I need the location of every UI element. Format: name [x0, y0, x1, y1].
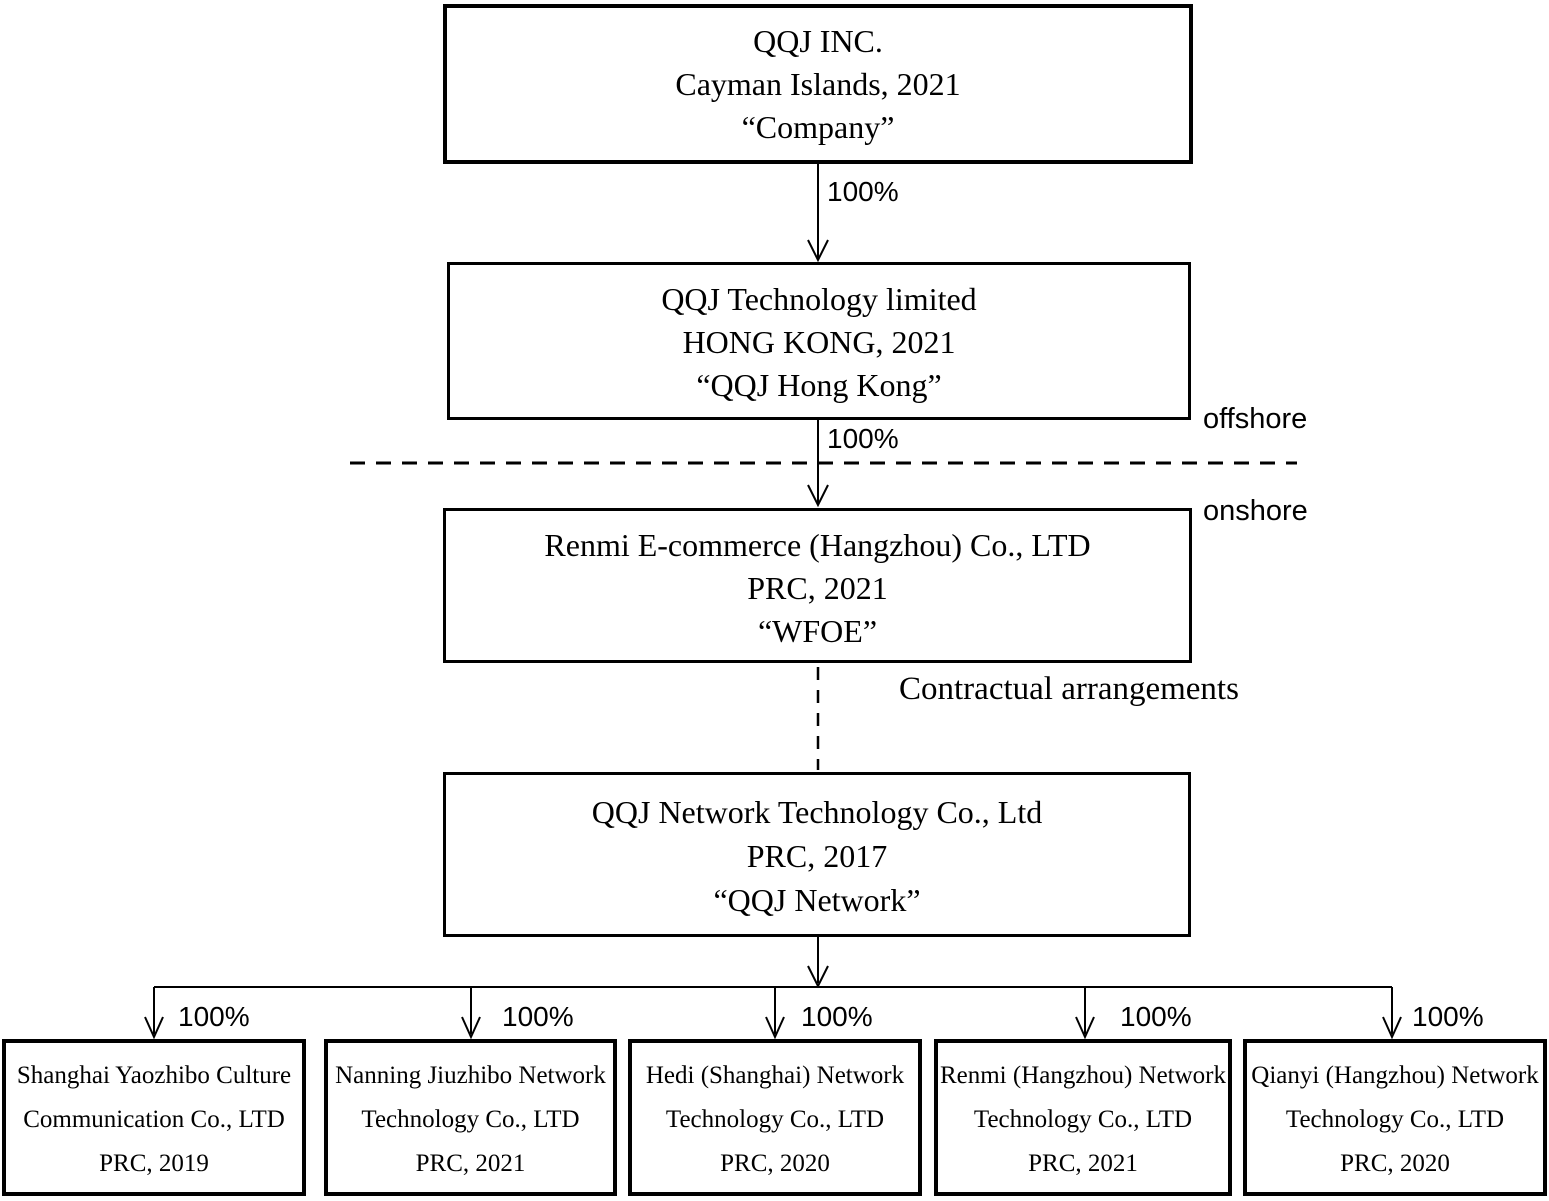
entity-name: Renmi E-commerce (Hangzhou) Co., LTD — [544, 527, 1091, 563]
ownership-label: 100% — [178, 1001, 250, 1032]
subsidiary-box-shanghai-yaozhibo — [2, 1039, 306, 1196]
ownership-label: 100% — [502, 1001, 574, 1032]
ownership-label: 100% — [827, 423, 899, 454]
offshore-label: offshore — [1203, 403, 1308, 435]
subsidiary-name-line1: Nanning Jiuzhibo Network — [335, 1062, 606, 1089]
arrowhead-icon — [808, 240, 828, 260]
entity-jurisdiction: PRC, 2021 — [747, 570, 888, 606]
arrowhead-icon — [1076, 1017, 1094, 1037]
arrowhead-icon — [766, 1017, 784, 1037]
entity-jurisdiction: Cayman Islands, 2021 — [675, 66, 961, 102]
subsidiary-box-qianyi-hangzhou — [1243, 1039, 1547, 1196]
entity-box-qqj-network — [443, 772, 1191, 937]
entity-alias: “QQJ Network” — [713, 882, 921, 918]
subsidiary-box-hedi-shanghai — [628, 1039, 922, 1196]
subsidiary-name-line1: Hedi (Shanghai) Network — [645, 1062, 905, 1089]
subsidiary-jurisdiction: PRC, 2021 — [415, 1150, 526, 1177]
entity-alias: “WFOE” — [757, 613, 878, 649]
entity-jurisdiction: HONG KONG, 2021 — [682, 324, 956, 360]
subsidiary-name-line1: Renmi (Hangzhou) Network — [939, 1062, 1227, 1089]
subsidiary-jurisdiction: PRC, 2019 — [99, 1150, 209, 1177]
entity-name: QQJ Technology limited — [661, 281, 977, 317]
subsidiary-name-line1: Qianyi (Hangzhou) Network — [1251, 1062, 1539, 1089]
entity-box-wfoe — [443, 508, 1192, 663]
entity-name: QQJ Network Technology Co., Ltd — [591, 794, 1043, 830]
ownership-label: 100% — [1412, 1001, 1484, 1032]
subsidiary-name-line2: Communication Co., LTD — [23, 1106, 285, 1133]
arrowhead-icon — [462, 1017, 480, 1037]
entity-box-company — [443, 4, 1193, 164]
subsidiary-jurisdiction: PRC, 2021 — [1028, 1150, 1138, 1177]
arrowhead-icon — [1383, 1017, 1401, 1037]
subsidiary-jurisdiction: PRC, 2020 — [720, 1150, 830, 1177]
ownership-label: 100% — [1120, 1001, 1192, 1032]
entity-alias: “QQJ Hong Kong” — [696, 367, 942, 403]
subsidiary-name-line2: Technology Co., LTD — [361, 1106, 580, 1133]
arrowhead-icon — [808, 966, 828, 986]
subsidiary-jurisdiction: PRC, 2020 — [1340, 1150, 1450, 1177]
contractual-arrangements-label: Contractual arrangements — [899, 671, 1239, 707]
entity-alias: “Company” — [741, 109, 895, 145]
ownership-label: 100% — [801, 1001, 873, 1032]
ownership-label: 100% — [827, 176, 899, 207]
subsidiary-box-renmi-hangzhou — [934, 1039, 1232, 1196]
entity-jurisdiction: PRC, 2017 — [746, 838, 888, 874]
arrowhead-icon — [808, 485, 828, 505]
subsidiary-name-line2: Technology Co., LTD — [973, 1106, 1193, 1133]
entity-box-hongkong — [447, 262, 1191, 420]
subsidiary-name-line1: Shanghai Yaozhibo Culture — [16, 1062, 292, 1089]
arrowhead-icon — [145, 1017, 163, 1037]
subsidiary-name-line2: Technology Co., LTD — [665, 1106, 885, 1133]
subsidiary-box-nanning-jiuzhibo — [324, 1039, 617, 1196]
subsidiary-name-line2: Technology Co., LTD — [1285, 1106, 1505, 1133]
onshore-label: onshore — [1203, 495, 1308, 527]
entity-name: QQJ INC. — [753, 23, 883, 59]
